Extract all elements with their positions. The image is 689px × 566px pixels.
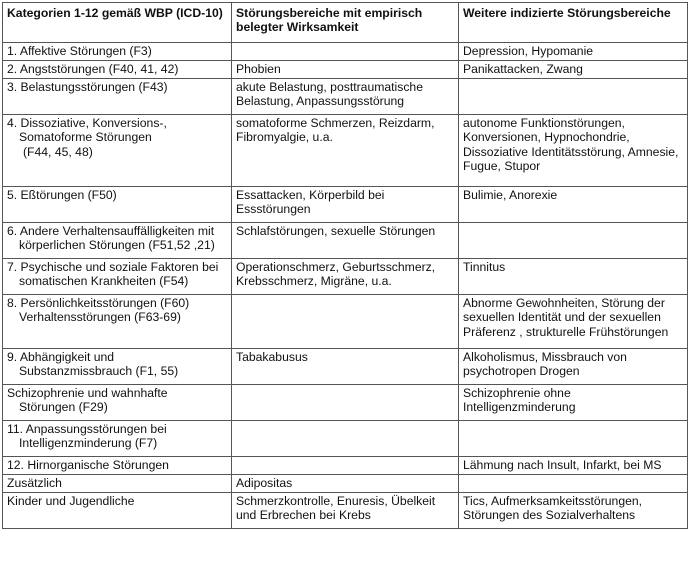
further-cell bbox=[459, 79, 688, 115]
empirical-cell bbox=[232, 61, 459, 79]
cell-text-line: und Erbrechen bei Krebs bbox=[236, 508, 371, 523]
further-cell bbox=[459, 115, 688, 187]
further-cell bbox=[459, 223, 688, 259]
cell-text-line: 5. Eßtörungen (F50) bbox=[7, 188, 117, 202]
empirical-cell bbox=[232, 79, 459, 115]
empirical-cell bbox=[232, 349, 459, 385]
cell-text-line: Zusätzlich bbox=[7, 476, 62, 490]
cell-text-line: 3. Belastungsstörungen (F43) bbox=[7, 80, 168, 94]
cell-text-line: Belastung, Anpassungsstörung bbox=[236, 94, 405, 109]
category-cell bbox=[3, 223, 232, 259]
table-row bbox=[3, 115, 688, 187]
table-row bbox=[3, 61, 688, 79]
cell-text-line: 12. Hirnorganische Störungen bbox=[7, 458, 169, 472]
cell-text-line: Essattacken, Körperbild bei bbox=[236, 188, 385, 202]
empirical-cell bbox=[232, 223, 459, 259]
empirical-cell bbox=[232, 457, 459, 475]
cell-text-line: akute Belastung, posttraumatische bbox=[236, 80, 423, 94]
category-cell bbox=[3, 259, 232, 295]
cell-text-line: Dissoziative Identitätsstörung, Amnesie, bbox=[463, 144, 679, 159]
cell-text-line: Störungen des Sozialverhaltens bbox=[463, 508, 636, 523]
table-row bbox=[3, 421, 688, 457]
cell-text-line: 9. Abhängigkeit und bbox=[7, 350, 115, 364]
table-header-row bbox=[3, 3, 688, 43]
cell-text-line: Intelligenzminderung (F7) bbox=[19, 436, 158, 451]
cell-text-line: Lähmung nach Insult, Infarkt, bei MS bbox=[463, 458, 662, 472]
table-row bbox=[3, 475, 688, 493]
table-row bbox=[3, 385, 688, 421]
cell-text-line: sexuellen Identität und der sexuellen bbox=[463, 310, 661, 325]
empirical-cell bbox=[232, 259, 459, 295]
cell-text-line: körperlichen Störungen (F51,52 ,21) bbox=[19, 238, 215, 253]
cell-text-line: Panikattacken, Zwang bbox=[463, 62, 583, 76]
cell-text-line: Fugue, Stupor bbox=[463, 159, 541, 174]
table-row bbox=[3, 223, 688, 259]
cell-text-line: Operationschmerz, Geburtsschmerz, bbox=[236, 260, 436, 274]
category-cell bbox=[3, 457, 232, 475]
cell-text-line: Somatoforme Störungen bbox=[19, 130, 152, 145]
further-cell bbox=[459, 349, 688, 385]
cell-text-line: Schizophrenie und wahnhafte bbox=[7, 386, 168, 400]
cell-text-line: Präferenz , strukturelle Frühstörungen bbox=[463, 324, 669, 339]
category-cell bbox=[3, 43, 232, 61]
cell-text-line: Intelligenzminderung bbox=[463, 400, 576, 415]
cell-text-line: Depression, Hypomanie bbox=[463, 44, 594, 58]
further-cell bbox=[459, 61, 688, 79]
cell-text-line: Essstörungen bbox=[236, 202, 311, 217]
cell-text-line: psychotropen Drogen bbox=[463, 364, 580, 379]
cell-text-line: somatoforme Schmerzen, Reizdarm, bbox=[236, 116, 435, 130]
cell-text-line: Adipositas bbox=[236, 476, 293, 490]
category-cell bbox=[3, 187, 232, 223]
cell-text-line: Substanzmissbrauch (F1, 55) bbox=[19, 364, 179, 379]
cell-text-line: Störungen (F29) bbox=[19, 400, 108, 415]
cell-text-line: Bulimie, Anorexie bbox=[463, 188, 558, 202]
header-further-areas: Weitere indizierte Störungsbereiche bbox=[459, 3, 688, 43]
further-cell bbox=[459, 385, 688, 421]
indication-table bbox=[2, 2, 688, 529]
further-cell bbox=[459, 493, 688, 529]
cell-text-line: Krebsschmerz, Migräne, u.a. bbox=[236, 274, 392, 289]
cell-text-line: Alkoholismus, Missbrauch von bbox=[463, 350, 627, 364]
cell-text-line: Verhaltensstörungen (F63-69) bbox=[19, 310, 181, 325]
empirical-cell bbox=[232, 43, 459, 61]
further-cell bbox=[459, 295, 688, 349]
cell-text-line: Kinder und Jugendliche bbox=[7, 494, 135, 508]
further-cell bbox=[459, 421, 688, 457]
document-page bbox=[2, 2, 687, 564]
category-cell bbox=[3, 475, 232, 493]
cell-text-line: Schlafstörungen, sexuelle Störungen bbox=[236, 224, 436, 238]
table-row bbox=[3, 43, 688, 61]
category-cell bbox=[3, 349, 232, 385]
cell-text-line: Fibromyalgie, u.a. bbox=[236, 130, 333, 145]
category-cell bbox=[3, 115, 232, 187]
cell-text-line: Konversionen, Hypnochondrie, bbox=[463, 130, 630, 145]
category-cell bbox=[3, 493, 232, 529]
empirical-cell bbox=[232, 493, 459, 529]
cell-text-line: Tics, Aufmerksamkeitsstörungen, bbox=[463, 494, 643, 508]
cell-text-line: 7. Psychische und soziale Faktoren bei bbox=[7, 260, 219, 274]
header-categories: Kategorien 1-12 gemäß WBP (ICD-10) bbox=[3, 3, 232, 43]
category-cell bbox=[3, 421, 232, 457]
category-cell bbox=[3, 385, 232, 421]
header-empirical-areas: Störungsbereiche mit empirisch belegter Wirksamkeit bbox=[232, 3, 459, 43]
table-row bbox=[3, 349, 688, 385]
category-cell bbox=[3, 79, 232, 115]
table-row bbox=[3, 295, 688, 349]
empirical-cell bbox=[232, 475, 459, 493]
category-cell bbox=[3, 295, 232, 349]
cell-text-line: autonome Funktionstörungen, bbox=[463, 116, 625, 130]
further-cell bbox=[459, 475, 688, 493]
further-cell bbox=[459, 457, 688, 475]
cell-text-line: 1. Affektive Störungen (F3) bbox=[7, 44, 152, 58]
category-cell bbox=[3, 61, 232, 79]
empirical-cell bbox=[232, 421, 459, 457]
cell-text-line: 11. Anpassungsstörungen bei bbox=[7, 422, 167, 436]
table-row bbox=[3, 457, 688, 475]
table-row bbox=[3, 493, 688, 529]
cell-text-line: Tabakabusus bbox=[236, 350, 308, 364]
cell-text-line: 6. Andere Verhaltensauffälligkeiten mit bbox=[7, 224, 215, 238]
cell-text-line: Abnorme Gewohnheiten, Störung der bbox=[463, 296, 665, 310]
further-cell bbox=[459, 43, 688, 61]
cell-text-line: Tinnitus bbox=[463, 260, 506, 274]
empirical-cell bbox=[232, 115, 459, 187]
cell-text-line: Schmerzkontrolle, Enuresis, Übelkeit bbox=[236, 494, 436, 508]
empirical-cell bbox=[232, 295, 459, 349]
cell-text-line: somatischen Krankheiten (F54) bbox=[19, 274, 189, 289]
table-row bbox=[3, 79, 688, 115]
further-cell bbox=[459, 187, 688, 223]
cell-text-line: Phobien bbox=[236, 62, 281, 76]
table-row bbox=[3, 259, 688, 295]
further-cell bbox=[459, 259, 688, 295]
cell-text-line: Schizophrenie ohne bbox=[463, 386, 571, 400]
cell-text-line: 4. Dissoziative, Konversions-, bbox=[7, 116, 167, 130]
empirical-cell bbox=[232, 187, 459, 223]
cell-text-line: 2. Angststörungen (F40, 41, 42) bbox=[7, 62, 179, 76]
empirical-cell bbox=[232, 385, 459, 421]
cell-text-line: 8. Persönlichkeitsstörungen (F60) bbox=[7, 296, 190, 310]
table-row bbox=[3, 187, 688, 223]
cell-text-line: (F44, 45, 48) bbox=[23, 144, 93, 159]
